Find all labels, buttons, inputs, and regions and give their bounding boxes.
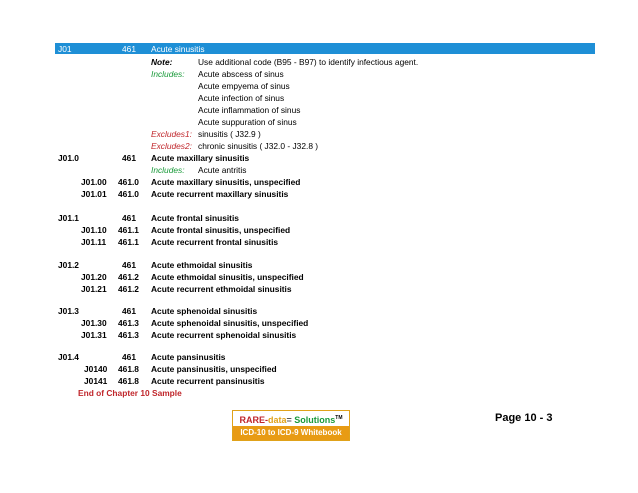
category-code: J01.2 xyxy=(58,260,79,270)
category-title: Acute ethmoidal sinusitis xyxy=(151,260,253,270)
row-code: J01.20 xyxy=(81,272,107,282)
row-desc: Acute recurrent frontal sinusitis xyxy=(151,237,279,247)
row-code: J01.00 xyxy=(81,177,107,187)
row-code: J01.10 xyxy=(81,225,107,235)
logo-rare: RARE- xyxy=(239,415,268,425)
logo-data: data xyxy=(267,415,287,425)
rare-data-logo xyxy=(232,410,350,441)
row-icd9: 461.1 xyxy=(118,237,139,247)
includes-label: Includes: xyxy=(151,69,185,79)
category-code: J01.1 xyxy=(58,213,79,223)
row-icd9: 461.3 xyxy=(118,330,139,340)
row-code: J01.21 xyxy=(81,284,107,294)
row-desc: Acute recurrent maxillary sinusitis xyxy=(151,189,289,199)
logo-tm: TM xyxy=(335,415,343,421)
logo-eq: = xyxy=(286,415,295,425)
row-icd9: 461.0 xyxy=(118,189,139,199)
category-title: Acute pansinusitis xyxy=(151,352,226,362)
includes-label: Includes: xyxy=(151,165,185,175)
row-icd9: 461.1 xyxy=(118,225,139,235)
include-item: Acute empyema of sinus xyxy=(198,81,290,91)
row-desc: Acute maxillary sinusitis, unspecified xyxy=(151,177,301,187)
row-desc: Acute ethmoidal sinusitis, unspecified xyxy=(151,272,304,282)
excludes2-label: Excludes2: xyxy=(151,141,192,151)
category-code: J01.0 xyxy=(58,153,79,163)
logo-brand xyxy=(233,411,349,426)
section-header-bar xyxy=(55,43,595,54)
end-of-chapter-text: End of Chapter 10 Sample xyxy=(78,388,182,398)
row-icd9: 461.8 xyxy=(118,364,139,374)
row-desc: Acute pansinusitis, unspecified xyxy=(151,364,277,374)
row-icd9: 461.2 xyxy=(118,272,139,282)
header-title: Acute sinusitis xyxy=(151,44,205,54)
category-code: J01.3 xyxy=(58,306,79,316)
row-desc: Acute recurrent pansinusitis xyxy=(151,376,265,386)
category-title: Acute maxillary sinusitis xyxy=(151,153,250,163)
excludes2-text: chronic sinusitis ( J32.0 - J32.8 ) xyxy=(198,141,319,151)
note-text: Use additional code (B95 - B97) to identify infectious agent. xyxy=(198,57,419,67)
row-desc: Acute sphenoidal sinusitis, unspecified xyxy=(151,318,309,328)
header-icd9: 461 xyxy=(122,44,136,54)
row-code: J0141 xyxy=(84,376,108,386)
row-desc: Acute recurrent ethmoidal sinusitis xyxy=(151,284,292,294)
excludes1-text: sinusitis ( J32.9 ) xyxy=(198,129,261,139)
header-code: J01 xyxy=(58,44,72,54)
row-code: J01.31 xyxy=(81,330,107,340)
category-icd9: 461 xyxy=(122,306,136,316)
include-item: Acute inflammation of sinus xyxy=(198,105,301,115)
category-title: Acute frontal sinusitis xyxy=(151,213,239,223)
category-icd9: 461 xyxy=(122,260,136,270)
note-label: Note: xyxy=(151,57,173,67)
row-icd9: 461.8 xyxy=(118,376,139,386)
category-icd9: 461 xyxy=(122,213,136,223)
excludes1-label: Excludes1: xyxy=(151,129,192,139)
row-code: J01.01 xyxy=(81,189,107,199)
category-code: J01.4 xyxy=(58,352,79,362)
include-item: Acute antritis xyxy=(198,165,247,175)
logo-subtitle: ICD-10 to ICD-9 Whitebook xyxy=(233,426,349,440)
row-code: J01.11 xyxy=(81,237,107,247)
row-desc: Acute frontal sinusitis, unspecified xyxy=(151,225,291,235)
row-icd9: 461.2 xyxy=(118,284,139,294)
row-icd9: 461.3 xyxy=(118,318,139,328)
include-item: Acute suppuration of sinus xyxy=(198,117,297,127)
row-code: J01.30 xyxy=(81,318,107,328)
category-title: Acute sphenoidal sinusitis xyxy=(151,306,258,316)
category-icd9: 461 xyxy=(122,352,136,362)
include-item: Acute infection of sinus xyxy=(198,93,285,103)
category-icd9: 461 xyxy=(122,153,136,163)
row-desc: Acute recurrent sphenoidal sinusitis xyxy=(151,330,297,340)
include-item: Acute abscess of sinus xyxy=(198,69,284,79)
row-icd9: 461.0 xyxy=(118,177,139,187)
logo-solutions: Solutions xyxy=(294,415,336,425)
page-number: Page 10 - 3 xyxy=(495,412,553,424)
row-code: J0140 xyxy=(84,364,108,374)
